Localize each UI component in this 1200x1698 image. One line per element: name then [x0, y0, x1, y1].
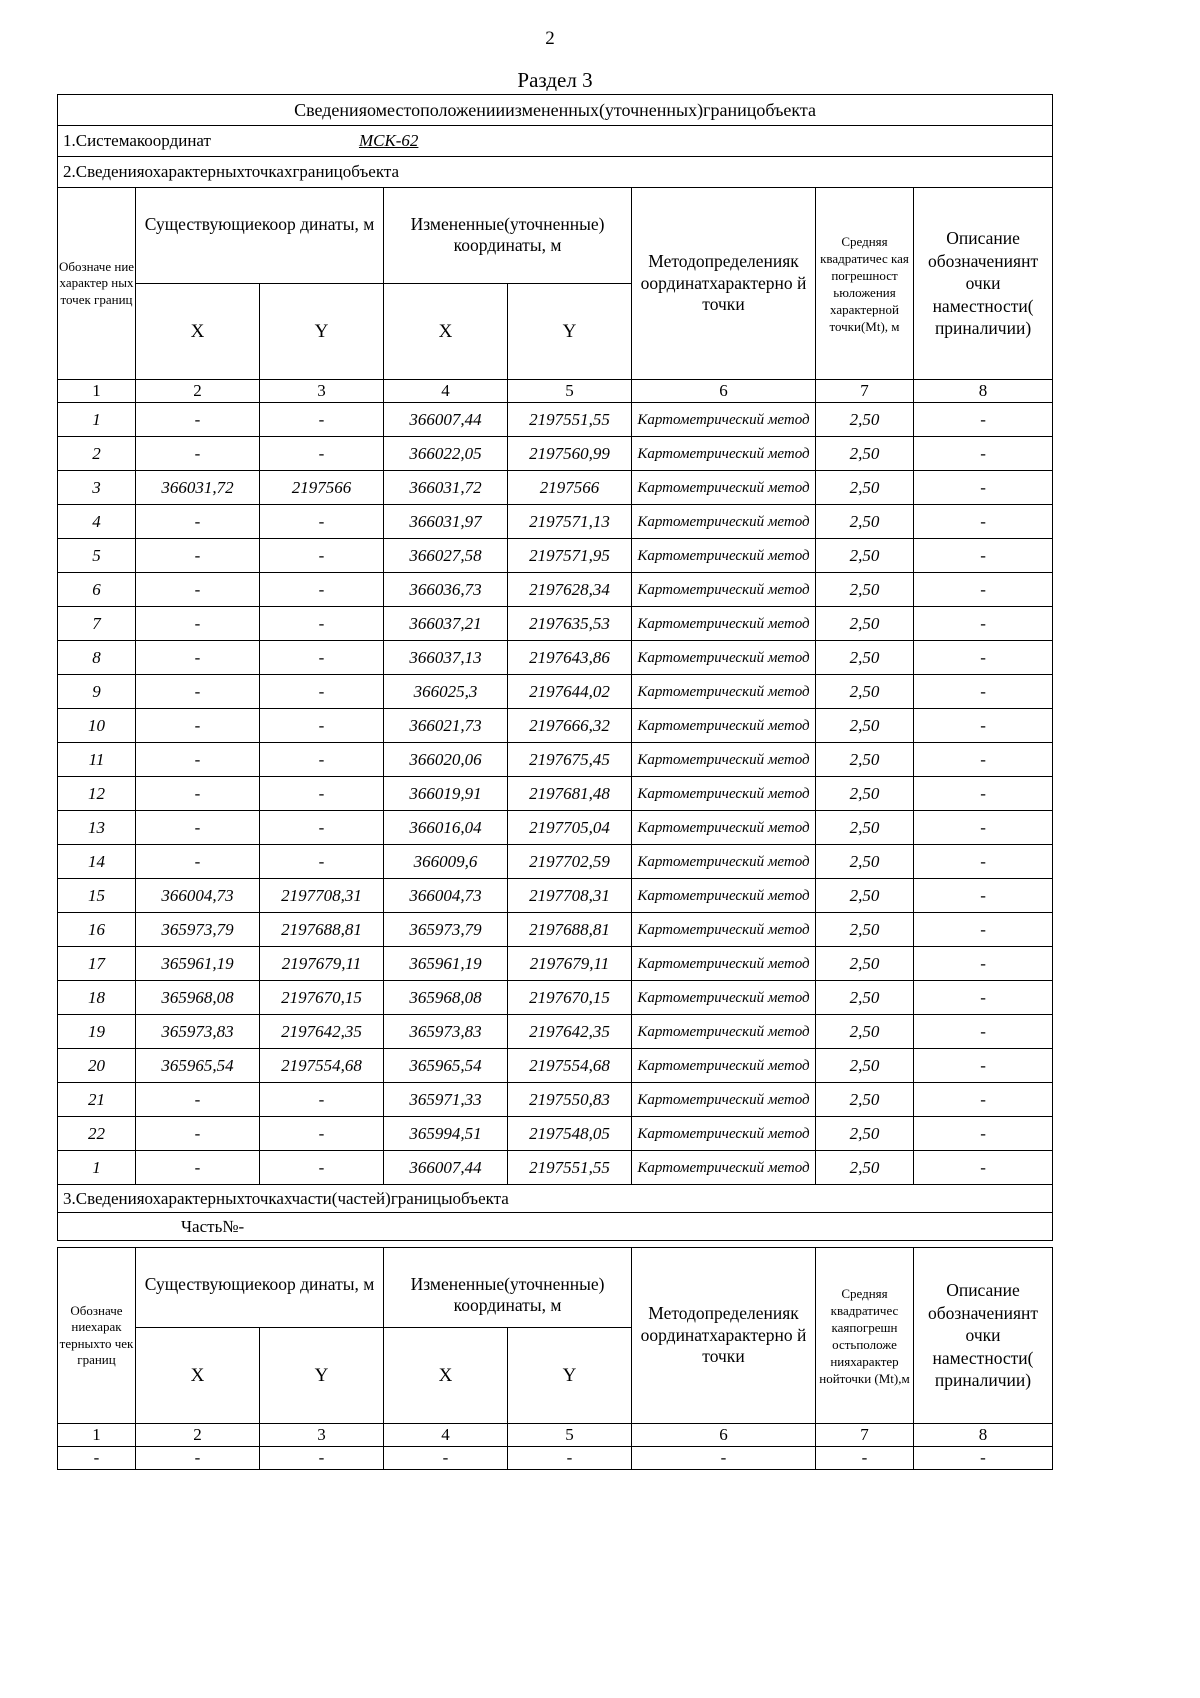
accuracy-cell: 2,50 [816, 505, 914, 539]
accuracy-cell: 2,50 [816, 675, 914, 709]
parts-table [57, 1247, 1053, 1470]
part-cell: - [632, 1447, 816, 1470]
description-cell: - [914, 471, 1053, 505]
point-row [58, 607, 1053, 641]
point-number-cell: 1 [58, 403, 136, 437]
description-cell: - [914, 981, 1053, 1015]
description-cell: - [914, 1049, 1053, 1083]
existing-x-cell: - [136, 743, 260, 777]
point-row [58, 879, 1053, 913]
section-title: Раздел 3 [517, 68, 593, 92]
column-numbers-row [58, 1424, 1053, 1447]
changed-x-cell: 365965,54 [384, 1049, 508, 1083]
existing-y-cell: - [260, 403, 384, 437]
point-number-cell: 21 [58, 1083, 136, 1117]
existing-y-cell: 2197670,15 [260, 981, 384, 1015]
changed-y-cell: 2197571,95 [508, 539, 632, 573]
existing-x-cell: - [136, 1117, 260, 1151]
changed-x-cell: 366037,13 [384, 641, 508, 675]
header-description: Описание обозначениянт очки наместности( приналичии) [914, 1248, 1053, 1424]
column-number: 6 [632, 380, 816, 403]
description-cell: - [914, 1151, 1053, 1185]
column-number: 5 [508, 380, 632, 403]
existing-x-cell: 366031,72 [136, 471, 260, 505]
changed-x-cell: 366031,72 [384, 471, 508, 505]
existing-y-cell: 2197642,35 [260, 1015, 384, 1049]
point-row [58, 505, 1053, 539]
accuracy-cell: 2,50 [816, 981, 914, 1015]
column-number: 4 [384, 1424, 508, 1447]
accuracy-cell: 2,50 [816, 1049, 914, 1083]
part-cell: - [58, 1447, 136, 1470]
header-changed-y: Y [508, 284, 632, 380]
description-cell: - [914, 777, 1053, 811]
column-number: 1 [58, 380, 136, 403]
accuracy-cell: 2,50 [816, 1117, 914, 1151]
point-number-cell: 11 [58, 743, 136, 777]
changed-y-cell: 2197635,53 [508, 607, 632, 641]
existing-x-cell: - [136, 403, 260, 437]
method-cell: Картометрический метод [632, 675, 816, 709]
column-number: 8 [914, 1424, 1053, 1447]
header-existing-coords: Существующиекоор динаты, м [136, 188, 384, 284]
changed-y-cell: 2197644,02 [508, 675, 632, 709]
header-existing-coords: Существующиекоор динаты, м [136, 1248, 384, 1328]
changed-y-cell: 2197571,13 [508, 505, 632, 539]
existing-y-cell: - [260, 505, 384, 539]
existing-x-cell: - [136, 1083, 260, 1117]
point-row [58, 777, 1053, 811]
changed-x-cell: 365961,19 [384, 947, 508, 981]
point-number-cell: 8 [58, 641, 136, 675]
existing-y-cell: - [260, 437, 384, 471]
part-row [58, 1447, 1053, 1470]
point-number-cell: 5 [58, 539, 136, 573]
existing-y-cell: 2197566 [260, 471, 384, 505]
accuracy-cell: 2,50 [816, 709, 914, 743]
column-number: 8 [914, 380, 1053, 403]
description-cell: - [914, 641, 1053, 675]
changed-y-cell: 2197679,11 [508, 947, 632, 981]
coord-system-row [58, 126, 1053, 157]
method-cell: Картометрический метод [632, 743, 816, 777]
accuracy-cell: 2,50 [816, 913, 914, 947]
header-existing-x: X [136, 1328, 260, 1424]
changed-x-cell: 366007,44 [384, 403, 508, 437]
column-number: 2 [136, 1424, 260, 1447]
existing-y-cell: 2197708,31 [260, 879, 384, 913]
accuracy-cell: 2,50 [816, 641, 914, 675]
description-cell: - [914, 1083, 1053, 1117]
column-number: 1 [58, 1424, 136, 1447]
changed-y-cell: 2197560,99 [508, 437, 632, 471]
point-number-cell: 2 [58, 437, 136, 471]
accuracy-cell: 2,50 [816, 845, 914, 879]
existing-y-cell: - [260, 573, 384, 607]
point-row [58, 913, 1053, 947]
header-accuracy: Средняя квадратичес каяпогрешн остьположе нияхарактер нойточки (Mt),м [816, 1248, 914, 1424]
existing-x-cell: - [136, 777, 260, 811]
parts-section-title: 3.Сведенияохарактерныхточкахчасти(частей)границыобъекта [58, 1185, 1053, 1213]
description-cell: - [914, 1015, 1053, 1049]
method-cell: Картометрический метод [632, 777, 816, 811]
header-method: Методопределенияк оординатхарактерно й точки [632, 188, 816, 380]
changed-x-cell: 366019,91 [384, 777, 508, 811]
existing-y-cell: - [260, 1117, 384, 1151]
point-number-cell: 13 [58, 811, 136, 845]
header-changed-y: Y [508, 1328, 632, 1424]
description-cell: - [914, 913, 1053, 947]
existing-y-cell: - [260, 811, 384, 845]
method-cell: Картометрический метод [632, 505, 816, 539]
point-row [58, 403, 1053, 437]
header-accuracy: Средняя квадратичес кая погрешност ьюложения характерной точки(Mt), м [816, 188, 914, 380]
existing-x-cell: - [136, 1151, 260, 1185]
changed-y-cell: 2197681,48 [508, 777, 632, 811]
method-cell: Картометрический метод [632, 641, 816, 675]
changed-y-cell: 2197628,34 [508, 573, 632, 607]
existing-x-cell: 365973,79 [136, 913, 260, 947]
existing-y-cell: 2197688,81 [260, 913, 384, 947]
existing-x-cell: 365968,08 [136, 981, 260, 1015]
accuracy-cell: 2,50 [816, 1151, 914, 1185]
point-number-cell: 12 [58, 777, 136, 811]
existing-y-cell: - [260, 743, 384, 777]
changed-x-cell: 365971,33 [384, 1083, 508, 1117]
method-cell: Картометрический метод [632, 403, 816, 437]
existing-x-cell: - [136, 675, 260, 709]
changed-x-cell: 365994,51 [384, 1117, 508, 1151]
existing-y-cell: - [260, 675, 384, 709]
point-number-cell: 15 [58, 879, 136, 913]
point-row [58, 641, 1053, 675]
part-label: Часть№- [58, 1213, 1053, 1241]
point-number-cell: 22 [58, 1117, 136, 1151]
part-cell: - [508, 1447, 632, 1470]
changed-y-cell: 2197666,32 [508, 709, 632, 743]
point-number-cell: 18 [58, 981, 136, 1015]
description-cell: - [914, 573, 1053, 607]
method-cell: Картометрический метод [632, 1015, 816, 1049]
changed-y-cell: 2197551,55 [508, 1151, 632, 1185]
existing-x-cell: - [136, 505, 260, 539]
description-cell: - [914, 1117, 1053, 1151]
points-section-title: 2.Сведенияохарактерныхточкахграницобъекта [58, 157, 1053, 188]
existing-y-cell: - [260, 709, 384, 743]
method-cell: Картометрический метод [632, 1117, 816, 1151]
description-cell: - [914, 403, 1053, 437]
description-cell: - [914, 879, 1053, 913]
changed-y-cell: 2197551,55 [508, 403, 632, 437]
point-number-cell: 20 [58, 1049, 136, 1083]
table-title: Сведенияоместоположенииизмененных(уточненных)границобъекта [58, 95, 1053, 126]
existing-x-cell: - [136, 539, 260, 573]
header-changed-coords: Измененные(уточненные) координаты, м [384, 1248, 632, 1328]
changed-y-cell: 2197670,15 [508, 981, 632, 1015]
changed-y-cell: 2197708,31 [508, 879, 632, 913]
point-row [58, 1083, 1053, 1117]
page-number: 2 [545, 28, 555, 49]
method-cell: Картометрический метод [632, 539, 816, 573]
description-cell: - [914, 437, 1053, 471]
description-cell: - [914, 947, 1053, 981]
existing-y-cell: - [260, 777, 384, 811]
header-existing-y: Y [260, 1328, 384, 1424]
description-cell: - [914, 607, 1053, 641]
existing-x-cell: - [136, 811, 260, 845]
method-cell: Картометрический метод [632, 1083, 816, 1117]
point-row [58, 539, 1053, 573]
column-number: 3 [260, 380, 384, 403]
point-number-cell: 9 [58, 675, 136, 709]
accuracy-cell: 2,50 [816, 437, 914, 471]
accuracy-cell: 2,50 [816, 1015, 914, 1049]
accuracy-cell: 2,50 [816, 403, 914, 437]
point-number-cell: 3 [58, 471, 136, 505]
point-row [58, 981, 1053, 1015]
accuracy-cell: 2,50 [816, 777, 914, 811]
changed-y-cell: 2197566 [508, 471, 632, 505]
changed-y-cell: 2197702,59 [508, 845, 632, 879]
existing-y-cell: 2197679,11 [260, 947, 384, 981]
changed-y-cell: 2197554,68 [508, 1049, 632, 1083]
column-number: 3 [260, 1424, 384, 1447]
changed-x-cell: 366009,6 [384, 845, 508, 879]
header-changed-coords: Измененные(уточненные) координаты, м [384, 188, 632, 284]
point-row [58, 471, 1053, 505]
part-cell: - [260, 1447, 384, 1470]
method-cell: Картометрический метод [632, 471, 816, 505]
description-cell: - [914, 505, 1053, 539]
existing-x-cell: - [136, 607, 260, 641]
changed-x-cell: 366025,3 [384, 675, 508, 709]
changed-y-cell: 2197688,81 [508, 913, 632, 947]
description-cell: - [914, 845, 1053, 879]
column-number: 5 [508, 1424, 632, 1447]
coord-system-value: МСК-62 [358, 131, 419, 150]
existing-x-cell: 366004,73 [136, 879, 260, 913]
existing-y-cell: 2197554,68 [260, 1049, 384, 1083]
coord-system-label: 1.Системакоординат [63, 131, 211, 150]
part-cell: - [136, 1447, 260, 1470]
changed-x-cell: 366022,05 [384, 437, 508, 471]
accuracy-cell: 2,50 [816, 1083, 914, 1117]
description-cell: - [914, 539, 1053, 573]
changed-y-cell: 2197642,35 [508, 1015, 632, 1049]
part-cell: - [384, 1447, 508, 1470]
existing-y-cell: - [260, 1083, 384, 1117]
method-cell: Картометрический метод [632, 709, 816, 743]
point-number-cell: 19 [58, 1015, 136, 1049]
method-cell: Картометрический метод [632, 845, 816, 879]
changed-y-cell: 2197548,05 [508, 1117, 632, 1151]
point-row [58, 1049, 1053, 1083]
existing-x-cell: - [136, 845, 260, 879]
existing-x-cell: - [136, 641, 260, 675]
point-row [58, 743, 1053, 777]
changed-x-cell: 366021,73 [384, 709, 508, 743]
method-cell: Картометрический метод [632, 947, 816, 981]
changed-y-cell: 2197550,83 [508, 1083, 632, 1117]
point-number-cell: 14 [58, 845, 136, 879]
part-cell: - [914, 1447, 1053, 1470]
method-cell: Картометрический метод [632, 573, 816, 607]
point-number-cell: 10 [58, 709, 136, 743]
changed-x-cell: 366031,97 [384, 505, 508, 539]
changed-x-cell: 366027,58 [384, 539, 508, 573]
method-cell: Картометрический метод [632, 1151, 816, 1185]
point-row [58, 947, 1053, 981]
header-changed-x: X [384, 284, 508, 380]
accuracy-cell: 2,50 [816, 607, 914, 641]
changed-x-cell: 365968,08 [384, 981, 508, 1015]
accuracy-cell: 2,50 [816, 743, 914, 777]
point-row [58, 845, 1053, 879]
column-number: 7 [816, 1424, 914, 1447]
existing-y-cell: - [260, 641, 384, 675]
existing-y-cell: - [260, 607, 384, 641]
existing-x-cell: 365973,83 [136, 1015, 260, 1049]
point-number-cell: 1 [58, 1151, 136, 1185]
changed-y-cell: 2197643,86 [508, 641, 632, 675]
point-number-cell: 7 [58, 607, 136, 641]
method-cell: Картометрический метод [632, 437, 816, 471]
header-changed-x: X [384, 1328, 508, 1424]
changed-x-cell: 366004,73 [384, 879, 508, 913]
column-number: 7 [816, 380, 914, 403]
existing-y-cell: - [260, 539, 384, 573]
changed-x-cell: 366016,04 [384, 811, 508, 845]
point-row [58, 1117, 1053, 1151]
method-cell: Картометрический метод [632, 879, 816, 913]
changed-x-cell: 366007,44 [384, 1151, 508, 1185]
point-row [58, 1151, 1053, 1185]
method-cell: Картометрический метод [632, 811, 816, 845]
point-number-cell: 4 [58, 505, 136, 539]
header-method: Методопределенияк оординатхарактерно й точки [632, 1248, 816, 1424]
description-cell: - [914, 675, 1053, 709]
changed-x-cell: 365973,83 [384, 1015, 508, 1049]
method-cell: Картометрический метод [632, 913, 816, 947]
method-cell: Картометрический метод [632, 1049, 816, 1083]
header-existing-y: Y [260, 284, 384, 380]
existing-y-cell: - [260, 1151, 384, 1185]
column-number: 6 [632, 1424, 816, 1447]
point-number-cell: 16 [58, 913, 136, 947]
changed-x-cell: 366036,73 [384, 573, 508, 607]
accuracy-cell: 2,50 [816, 539, 914, 573]
header-point-designation: Обозначе ние характер ных точек границ [58, 188, 136, 380]
changed-y-cell: 2197675,45 [508, 743, 632, 777]
column-number: 2 [136, 380, 260, 403]
existing-x-cell: 365965,54 [136, 1049, 260, 1083]
accuracy-cell: 2,50 [816, 573, 914, 607]
accuracy-cell: 2,50 [816, 947, 914, 981]
existing-x-cell: - [136, 709, 260, 743]
point-row [58, 573, 1053, 607]
part-cell: - [816, 1447, 914, 1470]
point-number-cell: 6 [58, 573, 136, 607]
point-row [58, 675, 1053, 709]
existing-x-cell: 365961,19 [136, 947, 260, 981]
existing-x-cell: - [136, 437, 260, 471]
accuracy-cell: 2,50 [816, 471, 914, 505]
accuracy-cell: 2,50 [816, 879, 914, 913]
header-description: Описание обозначениянт очки наместности( приналичии) [914, 188, 1053, 380]
description-cell: - [914, 811, 1053, 845]
description-cell: - [914, 743, 1053, 777]
point-row [58, 709, 1053, 743]
column-numbers-row [58, 380, 1053, 403]
column-number: 4 [384, 380, 508, 403]
accuracy-cell: 2,50 [816, 811, 914, 845]
header-point-designation: Обозначе ниехарак терныхто чек границ [58, 1248, 136, 1424]
existing-x-cell: - [136, 573, 260, 607]
point-row [58, 437, 1053, 471]
existing-y-cell: - [260, 845, 384, 879]
boundary-table [57, 94, 1053, 1241]
changed-x-cell: 366037,21 [384, 607, 508, 641]
description-cell: - [914, 709, 1053, 743]
method-cell: Картометрический метод [632, 607, 816, 641]
changed-x-cell: 365973,79 [384, 913, 508, 947]
point-row [58, 811, 1053, 845]
header-existing-x: X [136, 284, 260, 380]
point-number-cell: 17 [58, 947, 136, 981]
changed-x-cell: 366020,06 [384, 743, 508, 777]
point-row [58, 1015, 1053, 1049]
method-cell: Картометрический метод [632, 981, 816, 1015]
changed-y-cell: 2197705,04 [508, 811, 632, 845]
